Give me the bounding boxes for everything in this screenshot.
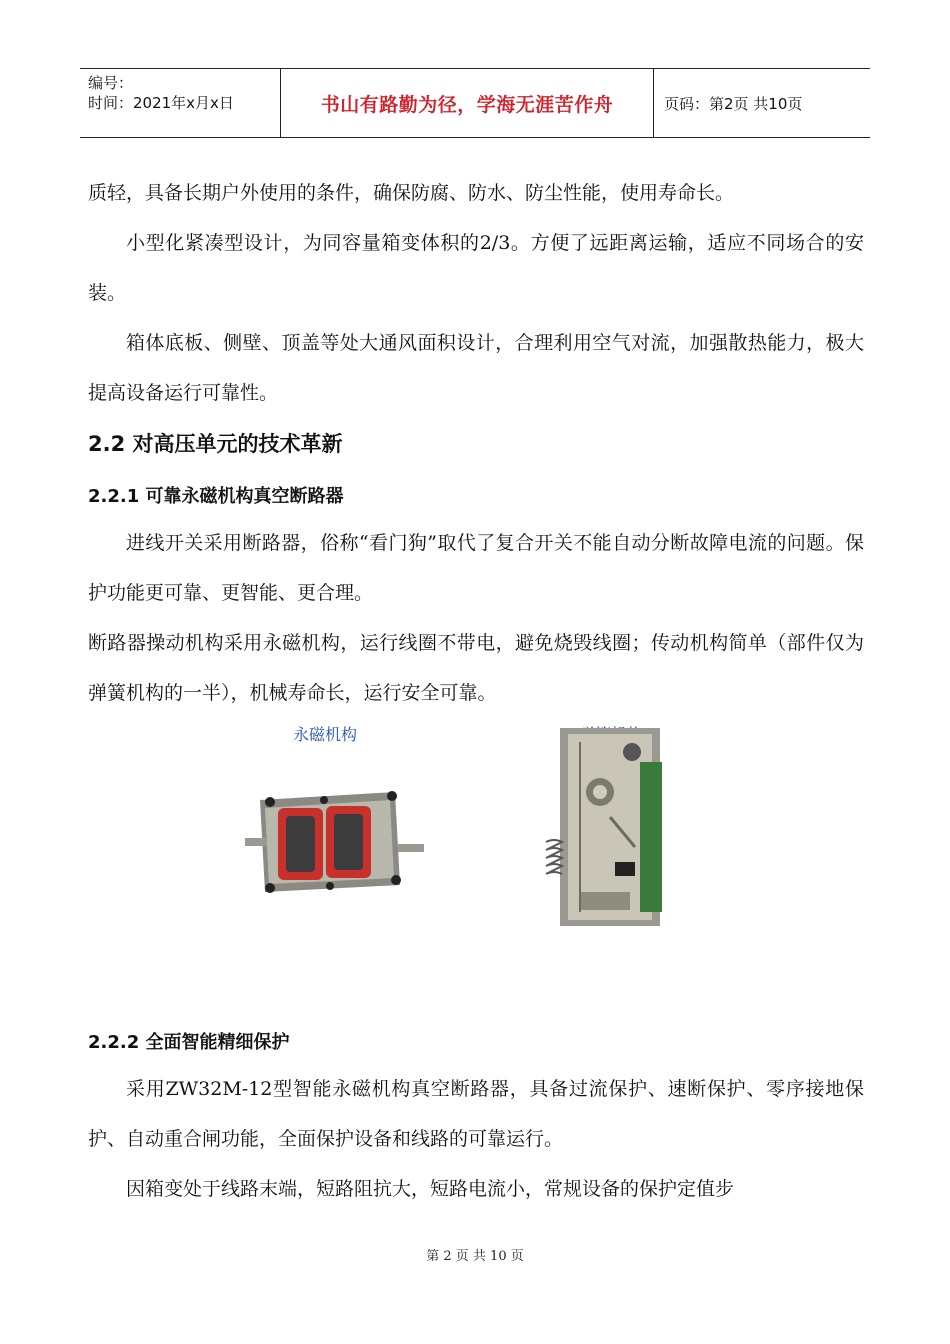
- doc-date: 时间：2021年x月x日: [88, 94, 234, 112]
- header-meta: [80, 69, 280, 137]
- heading-2-2: 2.2 对高压单元的技术革新: [88, 432, 343, 456]
- page-footer: 第 2 页 共 10 页: [426, 1249, 524, 1264]
- doc-number: 编号：: [88, 74, 134, 92]
- paragraph-1: 质轻，具备长期户外使用的条件，确保防腐、防水、防尘性能，使用寿命长。: [88, 182, 735, 204]
- paragraph-2: 小型化紧凑型设计，为同容量箱变体积的2/3。方便了远距离运输，适应不同场合的安装。: [88, 232, 864, 304]
- paragraph-4: 进线开关采用断路器，俗称“看门狗”取代了复合开关不能自动分断故障电流的问题。保护功能更可靠、更智能、更合理。: [88, 532, 864, 604]
- heading-2-2-2: 2.2.2 全面智能精细保护: [88, 1032, 290, 1053]
- page-info-text: 页码：第2页 共10页: [664, 94, 803, 113]
- spring-mechanism-image: [540, 722, 675, 932]
- heading-2-2-1: 2.2.1 可靠永磁机构真空断路器: [88, 486, 344, 507]
- paragraph-5: 断路器操动机构采用永磁机构，运行线圈不带电，避免烧毁线圈；传动机构简单（部件仅为弹簧机构的一半），机械寿命长，运行安全可靠。: [88, 632, 864, 704]
- header-page-info: [654, 69, 870, 137]
- paragraph-7: 因箱变处于线路末端，短路阻抗大，短路电流小，常规设备的保护定值步: [126, 1178, 735, 1200]
- caption-permanent-magnet: 永磁机构: [293, 725, 358, 744]
- header-motto: 书山有路勤为径，学海无涯苦作舟: [320, 93, 614, 116]
- permanent-magnet-mechanism-image: [240, 780, 430, 910]
- paragraph-6: 采用ZW32M-12型智能永磁机构真空断路器，具备过流保护、速断保护、零序接地保护、自动重合闸功能，全面保护设备和线路的可靠运行。: [88, 1078, 864, 1150]
- page-header: [80, 68, 870, 138]
- header-motto-cell: [280, 69, 654, 137]
- paragraph-3: 箱体底板、侧壁、顶盖等处大通风面积设计，合理利用空气对流，加强散热能力，极大提高设备运行可靠性。: [88, 332, 864, 404]
